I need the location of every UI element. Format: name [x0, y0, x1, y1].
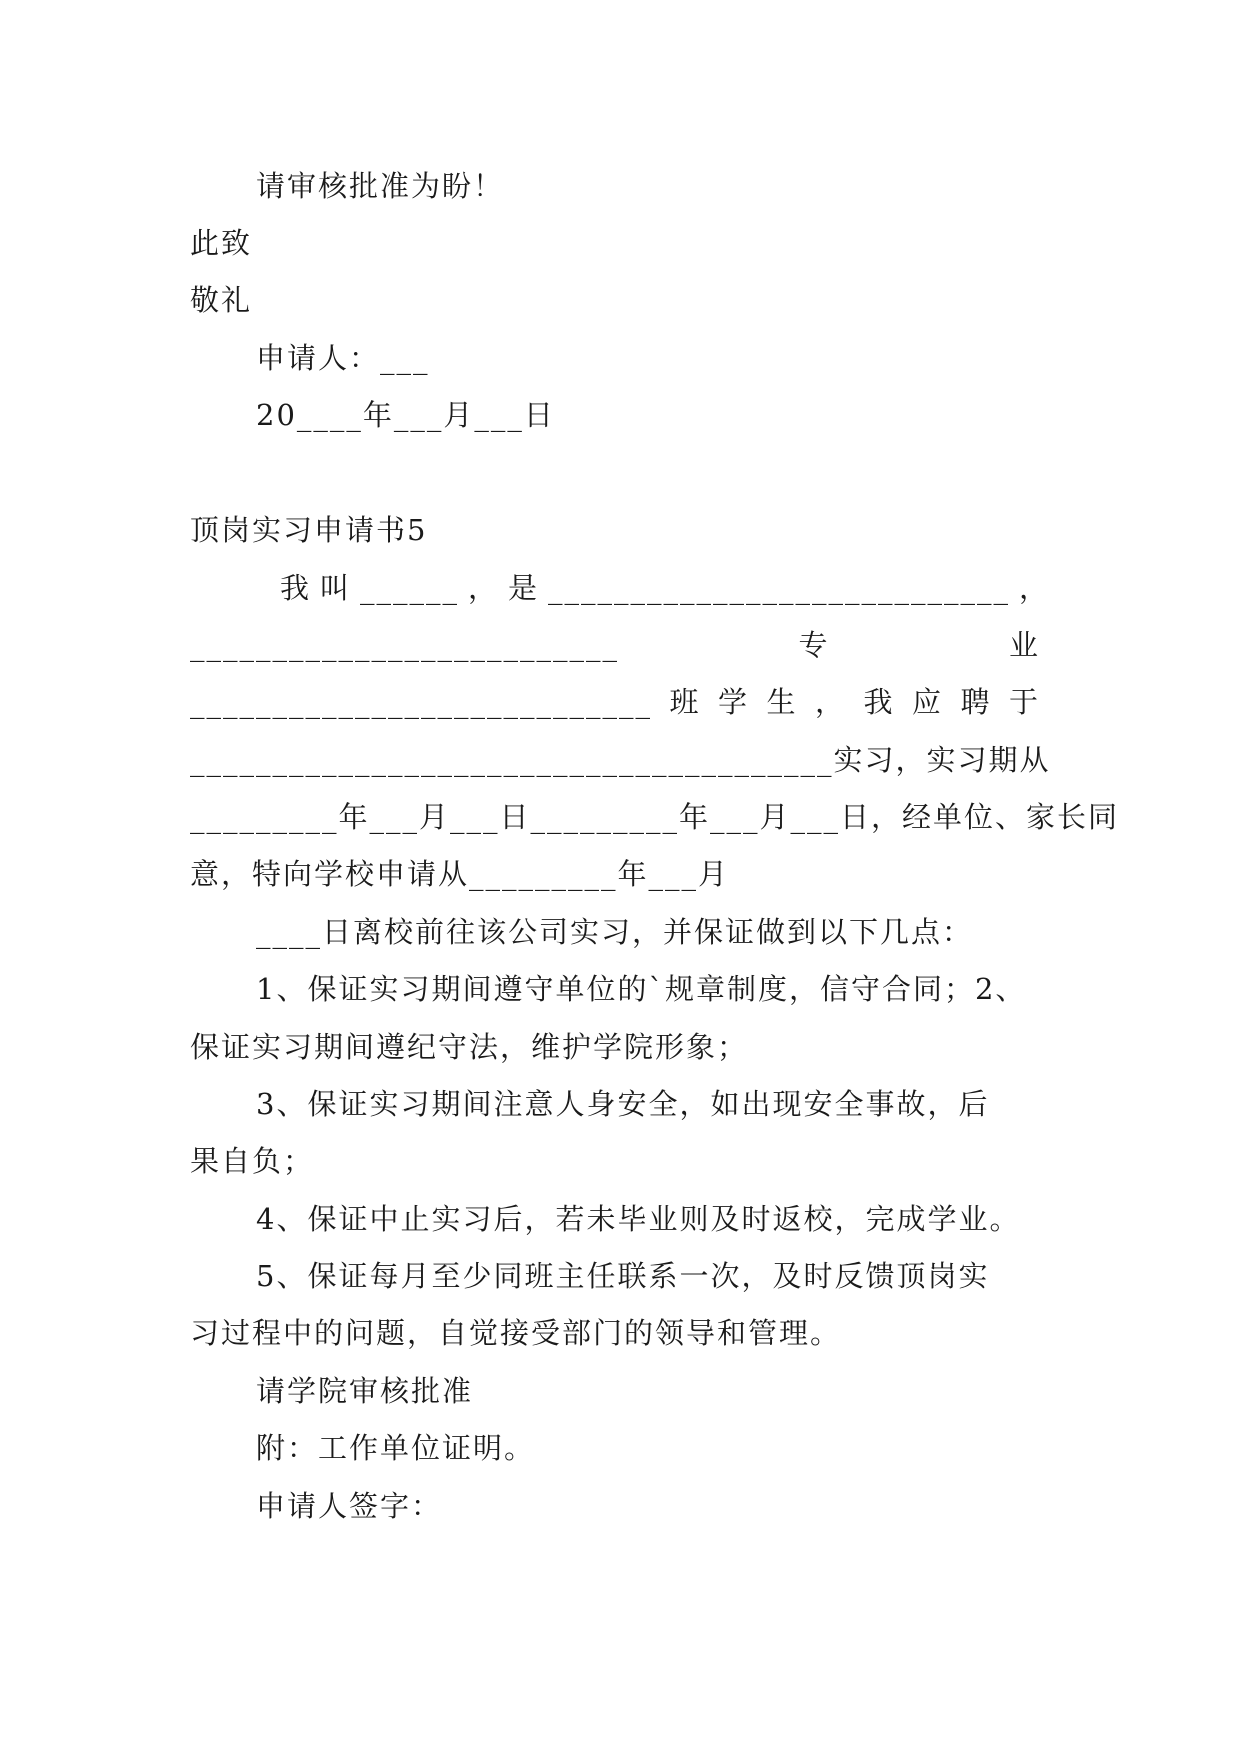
body-line-5: _________年___月___日_________年___月___日，经单位、家长同 — [190, 800, 1120, 834]
body-line-3 — [190, 682, 1040, 722]
request-approval-text: 请审核批准为盼！ — [256, 169, 505, 203]
body-line-3-part: 生 — [766, 685, 798, 719]
body-line-17: 申请人签字： — [256, 1489, 443, 1523]
body-line-3-part: 我 — [863, 685, 895, 719]
body-line-9: 保证实习期间遵纪守法，维护学院形象； — [190, 1030, 749, 1064]
applicant-line: 申请人：___ — [256, 341, 430, 375]
body-line-1-part: ， — [467, 571, 499, 605]
body-line-1-part: ______ — [360, 571, 459, 605]
body-line-12: 4、保证中止实习后，若未毕业则及时返校，完成学业。 — [256, 1202, 1021, 1236]
body-line-3-part: 聘 — [960, 685, 992, 719]
body-line-1-part: ____________________________ — [547, 571, 1010, 605]
body-line-2-part: __________________________ — [190, 628, 619, 662]
body-line-3-part: ， — [814, 685, 846, 719]
body-line-3-part: ____________________________ — [190, 685, 652, 719]
closing-text-1: 此致 — [190, 226, 253, 260]
body-line-1-part: 叫 — [320, 571, 352, 605]
body-line-3-part: 班 — [669, 685, 701, 719]
closing-text-2: 敬礼 — [190, 283, 253, 317]
body-line-3-part: 于 — [1008, 685, 1040, 719]
body-line-6: 意，特向学校申请从_________年___月 — [190, 857, 730, 891]
body-line-3-part: 学 — [717, 685, 749, 719]
section-title: 顶岗实习申请书5 — [190, 513, 428, 547]
body-line-2 — [190, 625, 1040, 665]
body-line-1-part: ， — [1018, 571, 1050, 605]
body-line-1-part: 是 — [507, 571, 539, 605]
body-line-3-part: 应 — [911, 685, 943, 719]
body-line-16: 附：工作单位证明。 — [256, 1431, 536, 1465]
body-line-8: 1、保证实习期间遵守单位的`规章制度，信守合同；2、 — [256, 972, 1027, 1006]
body-line-7: ____日离校前往该公司实习，并保证做到以下几点： — [256, 915, 974, 949]
body-line-1 — [280, 568, 1050, 608]
body-line-14: 习过程中的问题，自觉接受部门的领导和管理。 — [190, 1316, 842, 1350]
body-line-2-part: 业 — [1008, 628, 1040, 662]
date-line: 20____年___月___日 — [256, 398, 555, 432]
body-line-2-part: 专 — [798, 628, 830, 662]
body-line-11: 果自负； — [190, 1144, 315, 1178]
body-line-15: 请学院审核批准 — [256, 1374, 474, 1408]
body-line-13: 5、保证每月至少同班主任联系一次，及时反馈顶岗实 — [256, 1259, 990, 1293]
body-line-4: _______________________________________实习，实习期从 — [190, 743, 1051, 777]
body-line-10: 3、保证实习期间注意人身安全，如出现安全事故，后 — [256, 1087, 990, 1121]
body-line-1-part: 我 — [280, 571, 312, 605]
